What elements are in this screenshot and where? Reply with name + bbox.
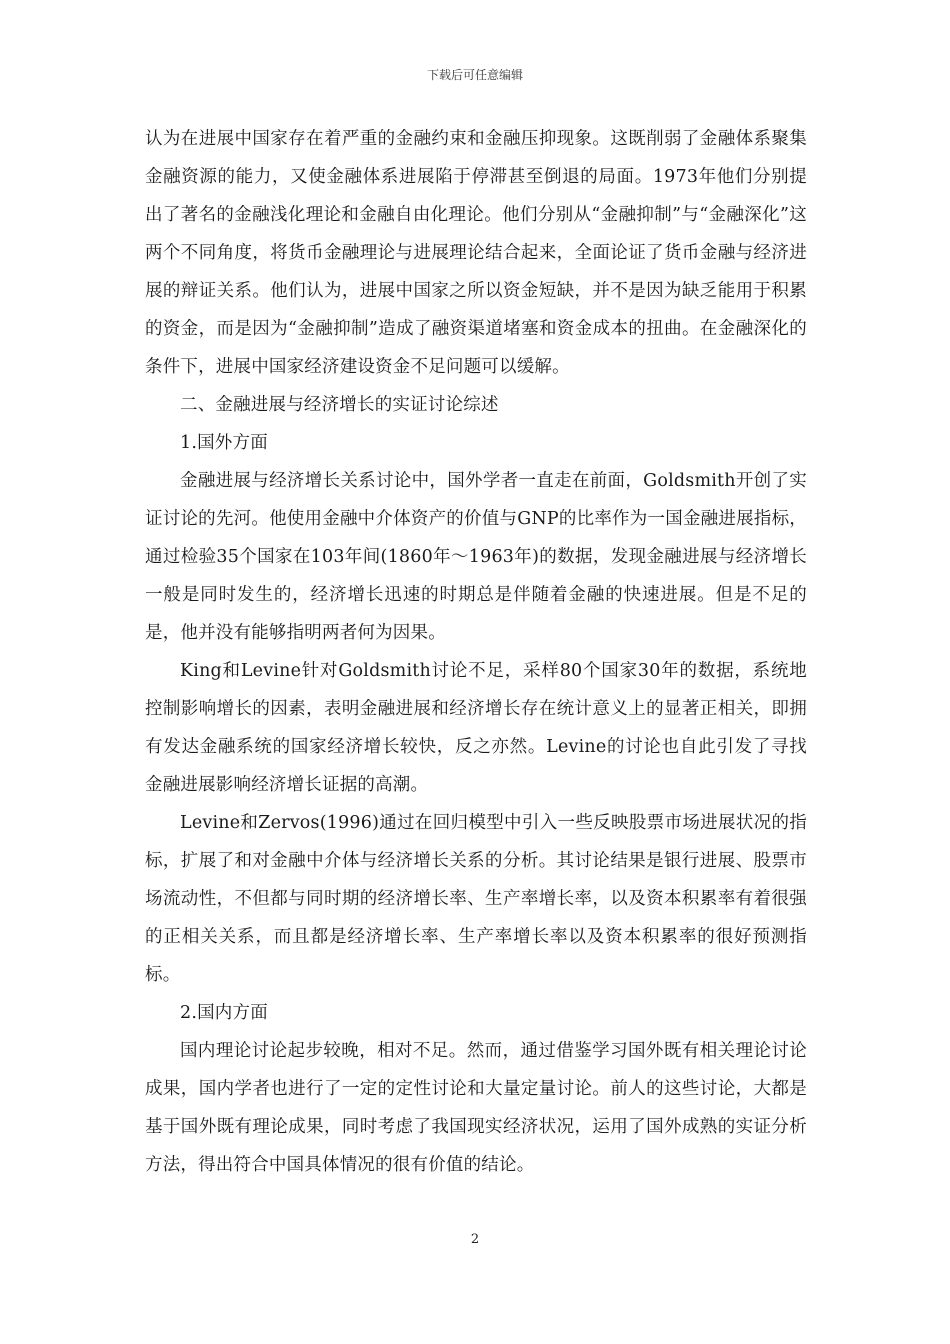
subsection-heading-foreign: 1.国外方面 xyxy=(180,433,268,453)
paragraph-levine-zervos: Levine和Zervos(1996)通过在回归模型中引入一些反映股票市场进展状况的指标，扩展了和对金融中介体与经济增长关系的分析。其讨论结果是银行进展、股票市场流动性，不但都与同时期的经济增长率、生产率增长率，以及资本积累率有着很强的正相关关系，而且都是经济增长率、生产率增长率以及资本积累率的很好预测指标。 xyxy=(145,813,807,985)
paragraph-domestic-research: 国内理论讨论起步较晚，相对不足。然而，通过借鉴学习国外既有相关理论讨论成果，国内学者也进行了一定的定性讨论和大量定量讨论。前人的这些讨论，大都是基于国外既有理论成果，同时考虑了我国现实经济状况，运用了国外成熟的实证分析方法，得出符合中国具体情况的很有价值的结论。 xyxy=(145,1041,807,1175)
page-number: 2 xyxy=(470,1232,480,1247)
paragraph-king-levine: King和Levine针对Goldsmith讨论不足，采样80个国家30年的数据，系统地控制影响增长的因素，表明金融进展和经济增长存在统计意义上的显著正相关，即拥有发达金融系统的国家经济增长较快，反之亦然。Levine的讨论也自此引发了寻找金融进展影响经济增长证据的高潮。 xyxy=(145,661,807,795)
paragraph-goldsmith: 金融进展与经济增长关系讨论中，国外学者一直走在前面，Goldsmith开创了实证讨论的先河。他使用金融中介体资产的价值与GNP的比率作为一国金融进展指标，通过检验35个国家在103年间(1860年～1963年)的数据，发现金融进展与经济增长一般是同时发生的，经济增长迅速的时期总是伴随着金融的快速进展。但是不足的是，他并没有能够指明两者何为因果。 xyxy=(145,471,807,643)
document-body xyxy=(145,120,807,1184)
section-heading-empirical-review: 二、金融进展与经济增长的实证讨论综述 xyxy=(180,395,499,415)
page-header-note: 下载后可任意编辑 xyxy=(426,68,523,82)
subsection-heading-domestic: 2.国内方面 xyxy=(180,1003,268,1023)
paragraph-financial-repression: 认为在进展中国家存在着严重的金融约束和金融压抑现象。这既削弱了金融体系聚集金融资源的能力，又使金融体系进展陷于停滞甚至倒退的局面。1973年他们分别提出了著名的金融浅化理论和金融自由化理论。他们分别从“金融抑制”与“金融深化”这两个不同角度，将货币金融理论与进展理论结合起来，全面论证了货币金融与经济进展的辩证关系。他们认为，进展中国家之所以资金短缺，并不是因为缺乏能用于积累的资金，而是因为“金融抑制”造成了融资渠道堵塞和资金成本的扭曲。在金融深化的条件下，进展中国家经济建设资金不足问题可以缓解。 xyxy=(145,129,807,377)
